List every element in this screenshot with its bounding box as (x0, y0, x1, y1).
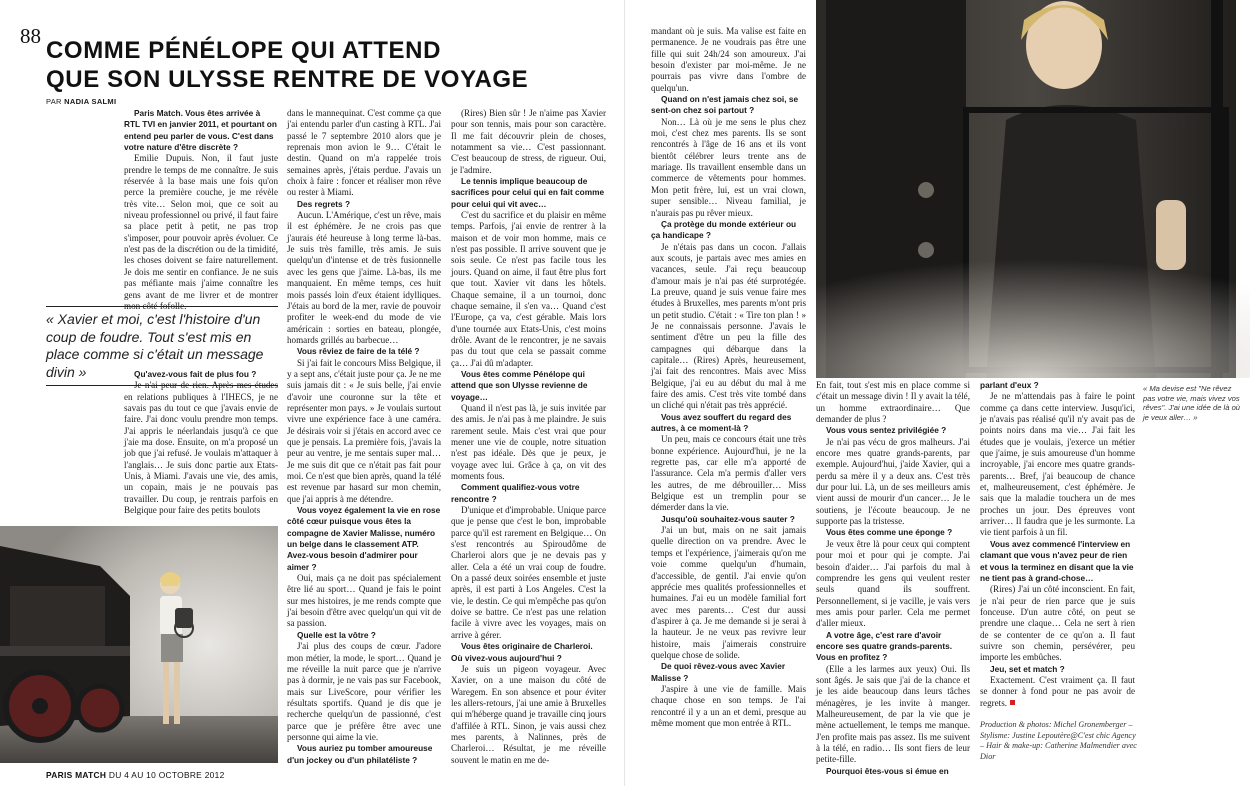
article-title (46, 36, 606, 94)
interview-answer: (Rires) J'ai un côté inconscient. En fait, je n'ai peur de rien parce que je suis fonceuse. D'un autre côté, on peut se prendre une claque… Cela ne sert à rien de se contenter de ce qu'on a. Il faut suivre son chemin, persévérer, peu importe les embûches. (980, 584, 1135, 663)
pull-quote: « Xavier et moi, c'est l'histoire d'un coup de foudre. Tout s'est mis en place comme si c'était un message divin » (46, 306, 278, 386)
interview-question: Jeu, set et match ? (990, 663, 1065, 674)
interview-answer: Je suis un pigeon voyageur. Avec Xavier, on a une maison du côté de Waregem. En son absence et pour éviter les allers-retours, j'ai une amie à Bruxelles qui m'héberge quand je travaille cinq jours d'affilée à RTL. Sinon, je vais aussi chez mes parents, à Nalinnes, près de Charleroi… Résultat, je me réveille souvent le matin en me de- (451, 663, 607, 765)
byline (46, 97, 116, 106)
article-column-3 (451, 108, 606, 766)
interview-answer: Non… Là où je me sens le plus chez moi, c'est chez mes parents. Ils se sont rencontrés à l'âge de 16 ans et ils vont bientôt célébrer leurs trente ans de mariage. Ils travaillent ensemble dans un commerce de vêtements pour hommes. Mon petit frère, lui, est un vrai clown, super sensible… Niveau familial, je n'aurais pas pu rêver mieux. (651, 116, 806, 218)
article-column-6 (980, 380, 1135, 709)
interview-question: Vous êtes originaire de Charleroi. Où vivez-vous aujourd'hui ? (451, 641, 593, 663)
interview-answer: Oui, mais ça ne doit pas spécialement être lié au sport… Quand je fais le point sur mes histoires, je me rends compte que j'ai besoin d'être avec quelqu'un qui vit de sa passion. (287, 573, 441, 629)
interview-question: Le tennis implique beaucoup de sacrifices pour celui qui en fait comme pour celui qui vit avec… (451, 176, 605, 209)
interview-answer: Je ne m'attendais pas à faire le point comme ça dans cette interview. Jusqu'ici, je n'avais pas réalisé qu'il n'y avait pas de points noirs dans ma vie… J'ai fait les études que je voulais, j'exerce un métier que j'aime, je suis amoureuse d'un homme incroyable, j'ai encore mes quatre grands-parents… Bref, j'ai beaucoup de chance et, malheureusement, c'est éphémère. Je sais que la maladie touchera un de mes proches un jour. Des épreuves vont arriver… Il faudra que je les surmonte. La vie tient parfois à un fil. (980, 391, 1135, 538)
interview-answer: (Elle a les larmes aux yeux) Oui. Ils sont âgés. Je sais que j'ai de la chance et je les aide beaucoup dans leurs tâches ménagères, je les invite à manger. Malheureusement, de par la vie que je mène actuellement, le temps me manque. J'en profite mais pas assez. Ils me suivent à la télé, en radio… Ils sont fiers de leur petite-fille. (816, 663, 970, 765)
interview-answer: Quand il n'est pas là, je suis invitée par des amis. Je n'ai pas à me plaindre. Je suis rarement seule. Mais c'est vrai que pour mener une vie de couple, notre situation n'est pas idéale. Dès que je peux, je voyage avec lui. Grâce à ça, on vit des moments fous. (451, 402, 606, 481)
side-caption: « Ma devise est "Ne rêvez pas votre vie, mais vivez vos rêves". J'ai une idée de là où je veux aller… » (1143, 384, 1241, 422)
interview-question: Ça protège du monde extérieur ou ça handicape ? (651, 218, 797, 241)
title-line-1: COMME PÉNÉLOPE QUI ATTEND (46, 37, 442, 64)
interview-answer: mandant où je suis. Ma valise est faite en permanence. Je ne voudrais pas être une fille qui suit 24h/24 son amoureux. J'ai besoin d'exister par moi-même. Je ne pourrais pas vivre dans l'ombre de quelqu'un. (651, 26, 806, 93)
photo-train-illustration (0, 526, 278, 763)
photo-window-illustration (816, 0, 1250, 378)
byline-prefix: PAR (46, 97, 62, 106)
article-column-1-bottom (124, 369, 278, 516)
interview-answer: Aucun. L'Amérique, c'est un rêve, mais il est éphémère. Je ne crois pas que j'aurais été heureuse à long terme là-bas. Je suis très famille, très amis. Je suis quelqu'un d'intense et de très fusionnelle avec les gens que j'aime. Là-bas, ils me manquaient. En même temps, ces huit mois passés loin d'eux étaient idylliques. J'étais au bord de la mer, ravie de pouvoir profiter le week-end du mode de vie américain : sorties en bateau, plongée, homards grillés au barbecue… (287, 210, 441, 345)
footer-dates: DU 4 AU 10 OCTOBRE 2012 (108, 770, 225, 780)
byline-author: NADIA SALMI (64, 97, 117, 106)
interview-answer: Exactement. C'est vraiment ça. Il faut se donner à fond pour ne pas avoir de regrets. (980, 674, 1135, 708)
photo-woman-train (0, 526, 278, 763)
article-column-2 (287, 108, 441, 766)
title-line-2: QUE SON ULYSSE RENTRE DE VOYAGE (46, 66, 529, 93)
interview-answer: (Rires) Bien sûr ! Je n'aime pas Xavier pour son tennis, mais pour son caractère. Il me fait découvrir plein de choses, notamment sa vie… C'est passionnant. C'est beaucoup de stress, de rigueur. Oui, je l'admire. (451, 108, 606, 175)
interview-question: Vous auriez pu tomber amoureuse d'un jockey ou d'un philatéliste ? (287, 743, 433, 765)
article-column-1-top (124, 108, 278, 312)
interview-question: Vous rêviez de faire de la télé ? (297, 346, 420, 357)
interview-answer: Un peu, mais ce concours était une très bonne expérience. Aujourd'hui, je ne la regrette pas, car elle m'a apporté de l'assurance. Cela m'a permis d'aller vers les autres, de me débrouiller… Miss Belgique est un tremplin pour se démerder dans la vie. (651, 434, 806, 513)
footer-brand: PARIS MATCH (46, 770, 107, 780)
footer (46, 770, 225, 780)
interview-question: Comment qualifiez-vous votre rencontre ? (451, 482, 580, 504)
photo-credits: Production & photos: Michel Gronemberger – Stylisme: Justine Lepoutère@C'est chic Agency – Hair & make-up: Catherine Malmendier avec Dior (980, 720, 1137, 761)
interview-answer: Je n'ai peur de rien. Après mes études en relations publiques à l'IHECS, je ne savais pas du tout ce que j'avais envie de faire. J'ai donc voulu prendre mon temps. J'ai appris le néerlandais jusqu'à ce que j'aie ma dose. Ensuite, on m'a proposé un job que j'ai refusé. Je voulais m'attaquer à l'anglais… Je suis donc partie aux Etats-Unis, à Miami. J'avais une vie, des amis, un copain, mais je ne pouvais pas travailler. Du coup, je rentrais parfois en Belgique pour faire des petits boulots (124, 380, 278, 516)
interview-question: Paris Match. Vous êtes arrivée à RTL TVI en janvier 2011, et pourtant on entend peu parler de vous. C'est dans votre nature d'être discrète ? (124, 108, 277, 153)
interview-question: A votre âge, c'est rare d'avoir encore ses quatre grands-parents. Vous en profitez ? (816, 629, 953, 663)
interview-answer: D'unique et d'improbable. Unique parce que je pense que c'est le bon, improbable parce qu'il est rarement en Belgique… On s'est rencontrés au Spiroudôme de Charleroi alors que je ne devais pas y aller. Cela a été un vrai coup de foudre. On a passé deux soirées ensemble et juste après, il est parti à Los Angeles. C'est la vie, le destin. Ce qui m'empêche pas qu'on doive se battre. Ce n'est pas une relation facile à vivre avec les voyages, mais on arrive à gérer. (451, 505, 606, 640)
interview-answer: Je veux être là pour ceux qui comptent pour moi et pour qui je compte. J'ai besoin d'aider… J'ai parfois du mal à comprendre les gens qui veulent rester seuls quand ils souffrent. Personnellement, si je vacille, je vais vers mes amis pour parler. Cela me permet d'aller mieux. (816, 538, 970, 629)
page-number: 88 (20, 24, 41, 48)
interview-answer: En fait, tout s'est mis en place comme si c'était un message divin ! Il y avait la télé, un homme extraordinaire… Que demander de plus ? (816, 380, 970, 425)
interview-answer: Emilie Dupuis. Non, il faut juste prendre le temps de me connaître. Je suis réservée à la base mais une fois qu'on perce la première couche, je me révèle très vite… Selon moi, que ce soit au niveau professionnel ou privé, il faut faire sa place petit à petit, ne pas trop s'imposer, pour pouvoir après évoluer. Ce n'est pas de la discrétion ou de la timidité, les choses doivent se faire naturellement. Je dois me sentir en confiance. Je ne suis pas méfiante mais j'aime connaître les gens avant de me livrer et de montrer mon côté fofolle. (124, 153, 278, 311)
interview-question: Vous voyez également la vie en rose côté cœur puisque vous êtes la compagne de Xavier Malisse, numéro un belge dans le classement ATP. Avez-vous besoin d'admirer pour aimer ? (287, 505, 441, 572)
interview-question: Quand on n'est jamais chez soi, se sent-on chez soi partout ? (651, 94, 799, 116)
interview-question: Vous vous sentez privilégiée ? (826, 425, 947, 436)
interview-question: Vous êtes comme Pénélope qui attend que son Ulysse revienne de voyage… (451, 368, 588, 402)
interview-question: Jusqu'où souhaitez-vous sauter ? (661, 513, 795, 524)
interview-question: Quelle est la vôtre ? (297, 629, 376, 640)
interview-answer: J'ai un but, mais on ne sait jamais quelle direction on va prendre. Avec le temps et l'expérience, j'aimerais qu'on me voie comme quelqu'un d'humain, d'accessible, de gentil. J'ai envie qu'on apprécie mes qualités professionnelles et humaines. J'ai eu un modèle familial fort avec mes parents… C'est dur aussi d'aspirer à ça. Je me demande si je serai à la hauteur. Je ne veux pas revivre leur histoire, mais j'aimerais construire quelque chose de solide. (651, 525, 806, 660)
article-end-mark (1010, 700, 1015, 705)
interview-answer: Je n'étais pas dans un cocon. J'allais aux scouts, je partais avec mes amies en vacances, seule. J'ai reçu beaucoup d'amour mais je n'ai pas été surprotégée. La preuve, quand je suis venue faire mes études à Bruxelles, mes parents m'ont pris un petit studio. C'était : « Tire ton plan ! » Je ne connaissais personne. J'avais le sentiment d'être un peu la fille des campagnes qui débarque dans la capitale… (Rires) Après, heureusement, j'ai fait des rencontres. Mais avec Miss Belgique, j'ai eu au début du mal à me faire des amis. C'est très vite tombé dans un cliché qui n'était pas très apprécié. (651, 241, 806, 411)
photo-woman-window (816, 0, 1250, 378)
article-column-5 (816, 380, 970, 777)
interview-question: Pourquoi êtes-vous si émue en (826, 765, 949, 776)
interview-answer: J'ai plus des coups de cœur. J'adore mon métier, la mode, le sport… Quand je me réveille la nuit parce que je n'arrive pas à dormir, je ne vais pas sur Facebook, mais sur LiveScore, pour vérifier les résultats sportifs. Quand je dis que je recherche quelqu'un de passionné, c'est parce que je préfère être avec une personne qui aime la vie. (287, 641, 441, 742)
interview-question: De quoi rêvez-vous avec Xavier Malisse ? (651, 661, 786, 683)
interview-answer: dans le mannequinat. C'est comme ça que j'ai entendu parler d'un casting à RTL. J'ai passé le 7 septembre 2010 alors que je reprenais mon avion le 9… C'était le destin. Quand on m'a rappelée trois semaines après, j'étais perdue. J'avais un choix à faire : foncer et réaliser mon rêve ou rester à Miami. (287, 108, 441, 198)
article-column-4 (651, 26, 806, 729)
interview-question: Qu'avez-vous fait de plus fou ? (134, 369, 257, 379)
interview-question: Des regrets ? (297, 198, 351, 209)
page-gutter (624, 0, 625, 786)
interview-answer: C'est du sacrifice et du plaisir en même temps. Parfois, j'ai envie de rentrer à la maison et de voir mon homme, mais ce n'est pas possible. Il arrive souvent que je sois seule. Ce n'est pas facile tous les jours. Quand on aime, il faut être plus fort que tout. Xavier vit dans les hôtels. Chaque semaine, il a un tournoi, donc chaque semaine, il s'en va… Quand c'est l'Europe, ça va, c'est gérable. Mais lors d'une tournée aux Etats-Unis, c'est moins drôle. Avant de le rencontrer, je ne savais pas du tout que cela se passait comme ça… J'ai dû m'adapter. (451, 210, 606, 368)
interview-answer: Je n'ai pas vécu de gros malheurs. J'ai encore mes quatre grands-parents, par exemple. Aujourd'hui, j'aide Xavier, qui a perdu sa mère il y a deux ans. C'est très dur pour lui. Là, un de ses meilleurs amis vient aussi de mourir d'un cancer… Je le soutiens, je l'écoute beaucoup. Je ne supporte pas la tristesse. (816, 436, 970, 527)
interview-question: parlant d'eux ? (980, 380, 1039, 390)
interview-answer: Si j'ai fait le concours Miss Belgique, il y a sept ans, c'était juste pour ça. Je ne me suis jamais dit : « Je suis belle, j'ai envie d'avoir une couronne sur la tête et représenter mon pays. » Je voulais surtout vivre une expérience face à une caméra. Je désirais voir si j'étais en accord avec ce que je pensais. La première fois, j'avais la peur au ventre, je me sentais super mal… Je me suis dit que ce n'était pas fait pour moi. Ce n'est que bien après, quand la télé est revenue par hasard sur mon chemin, que j'ai appris à me détendre. (287, 357, 441, 504)
interview-question: Vous avez souffert du regard des autres, à ce moment-là ? (651, 411, 792, 434)
interview-question: Vous avez commencé l'interview en clamant que vous n'avez peur de rien et vous la terminez en disant que la vie ne tient pas à grand-chose… (980, 538, 1134, 583)
interview-answer: J'aspire à une vie de famille. Mais chaque chose en son temps. Je l'ai rencontré il y a un an et demi, presque au même moment que mon entrée à RTL. (651, 683, 806, 728)
interview-question: Vous êtes comme une éponge ? (826, 527, 953, 538)
